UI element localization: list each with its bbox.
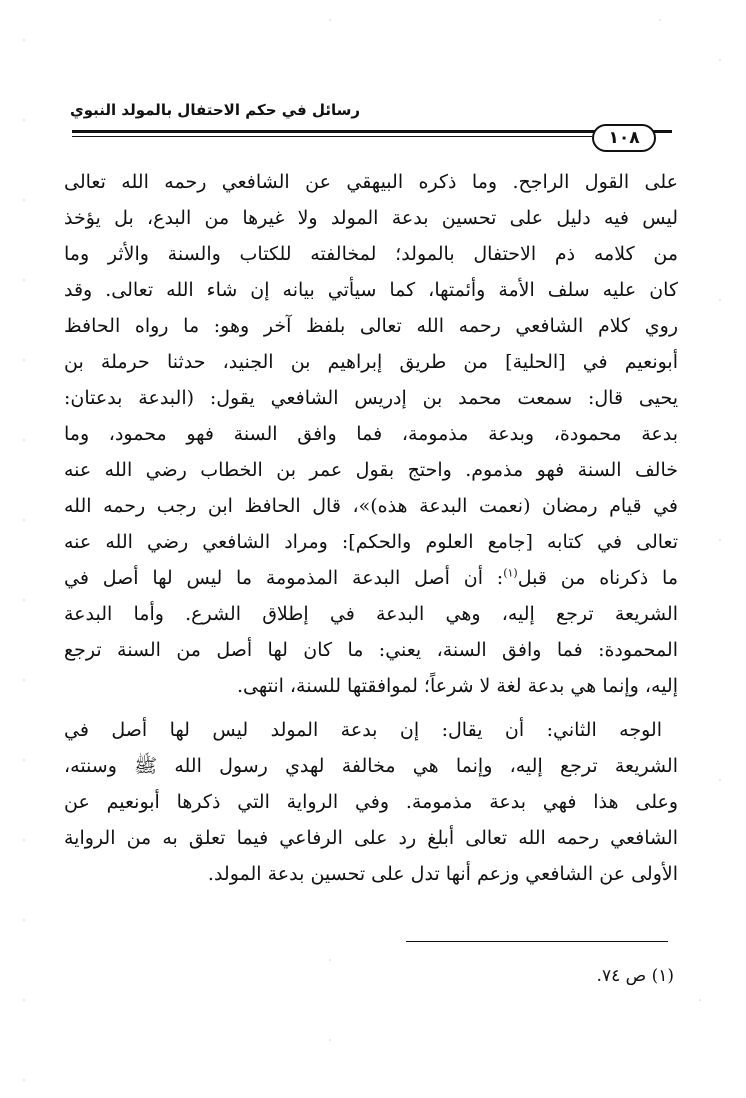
- text-line: المحمودة: فما وافق السنة، يعني: ما كان لها أصل من السنة ترجع: [64, 639, 678, 661]
- footnote-marker: (١): [651, 966, 674, 986]
- text-line-with-footnote-ref: [64, 560, 678, 596]
- footnote: [374, 966, 674, 986]
- footnote-text: ص ٧٤.: [596, 966, 647, 986]
- text-line: يحيى قال: سمعت محمد بن إدريس الشافعي يقول: (البدعة بدعتان:: [64, 387, 678, 409]
- text-line: في قيام رمضان (نعمت البدعة هذه)»، قال الحافظ ابن رجب رحمه الله: [64, 495, 678, 517]
- text-line: الشافعي رحمه الله تعالى أبلغ رد على الرفاعي فيما تعلق به من الرواية: [64, 827, 678, 849]
- text-line: إليه، وإنما هي بدعة لغة لا شرعاً؛ لموافقتها للسنة، انتهى.: [236, 675, 678, 697]
- paragraph-gap: [64, 704, 678, 712]
- text-line: على القول الراجح. وما ذكره البيهقي عن الشافعي رحمه الله تعالى: [64, 171, 678, 193]
- text-line: من كلامه ذم الاحتفال بالمولد؛ لمخالفته للكتاب والسنة والأثر وما: [64, 243, 678, 265]
- header-rule-thin: [72, 136, 592, 137]
- header-rule: [72, 130, 672, 133]
- footnote-rule: [406, 941, 668, 942]
- text-line: وعلى هذا فهي بدعة مذمومة. وفي الرواية التي ذكرها أبونعيم عن: [64, 791, 678, 813]
- text-line: خالف السنة فهو مذموم. واحتج بقول عمر بن الخطاب رضي الله عنه: [64, 459, 678, 481]
- page-number-text: ١٠٨: [608, 128, 640, 148]
- body-text: [64, 164, 678, 892]
- page-number: [592, 124, 656, 152]
- text-line: الأولى عن الشافعي وزعم أنها تدل على تحسين بدعة المولد.: [207, 863, 678, 885]
- text-line: الوجه الثاني: أن يقال: إن بدعة المولد ليس لها أصل في: [64, 719, 662, 741]
- text-segment: ما ذكرناه من قبل: [517, 567, 678, 589]
- text-line: الشريعة ترجع إليه، وهي البدعة في إطلاق الشرع. وأما البدعة: [64, 603, 678, 625]
- text-line: كان عليه سلف الأمة وأئمتها، كما سيأتي بيانه إن شاء الله تعالى. وقد: [64, 279, 678, 301]
- text-line: بدعة محمودة، وبدعة مذمومة، فما وافق السنة فهو محمود، وما: [64, 423, 678, 445]
- text-line: روي كلام الشافعي رحمه الله تعالى بلفظ آخر وهو: ما رواه الحافظ: [64, 315, 678, 337]
- text-segment: : أن أصل البدعة المذمومة ما ليس لها أصل في: [64, 567, 504, 589]
- footnote-reference[interactable]: (١): [503, 566, 518, 580]
- text-line: الشريعة ترجع إليه، وإنما هي مخالفة لهدي رسول الله ﷺ وسنته،: [64, 755, 678, 777]
- text-line: تعالى في كتابه [جامع العلوم والحكم]: ومراد الشافعي رضي الله عنه: [64, 531, 678, 553]
- text-line: ليس فيه دليل على تحسين بدعة المولد ولا غيرها من البدع، بل يؤخذ: [64, 207, 678, 229]
- text-line: أبونعيم في [الحلية] من طريق إبراهيم بن الجنيد، حدثنا حرملة بن: [64, 351, 678, 373]
- running-title: رسائل في حكم الاحتفال بالمولد النبوي: [70, 101, 360, 119]
